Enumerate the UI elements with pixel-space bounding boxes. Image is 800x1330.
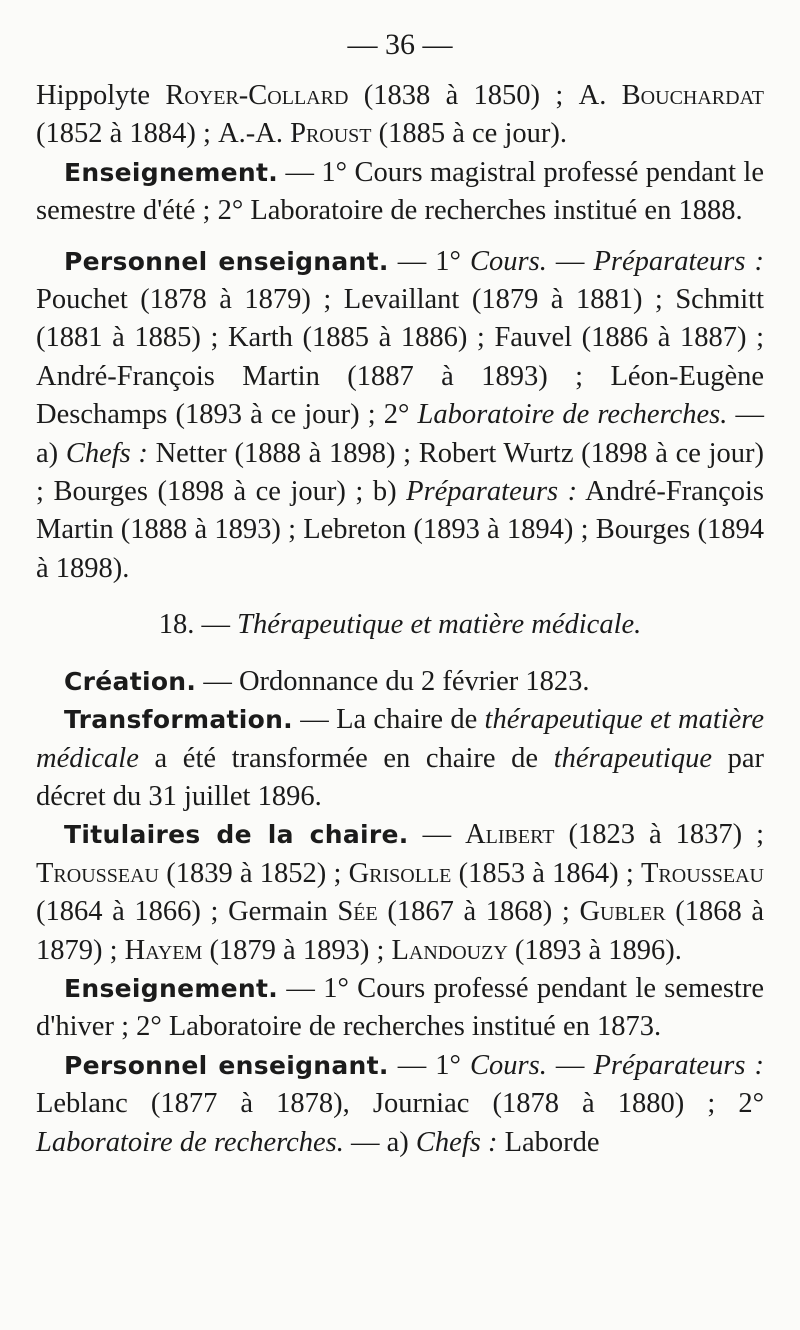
text-run: Hippolyte — [36, 80, 150, 111]
person-name: Royer-Collard — [165, 80, 349, 111]
text-run: (1867 à 1868) ; — [377, 896, 580, 928]
text-run: par décret du 31 juillet 1896. — [36, 742, 765, 812]
section-title-text: Thérapeutique et matière médicale. — [237, 609, 642, 641]
paragraph-personnel-2 — [36, 1047, 764, 1162]
section-heading: Transformation. — [64, 705, 293, 735]
text-run: — La chaire de — [292, 704, 485, 736]
body-text — [36, 77, 764, 1162]
italic-run: Cours. — [470, 245, 547, 277]
text-run: (1823 à 1837) ; — [554, 819, 764, 851]
text-run: — 1° Cours professé pendant le semestre d'hiver ; 2° Laboratoire de recherches institué en 1873. — [36, 972, 764, 1043]
person-name: A. Bouchardat — [578, 80, 765, 111]
text-run: (1879 à 1893) ; — [202, 934, 392, 966]
text-run: (1885 à ce jour). — [378, 118, 567, 150]
section-title — [36, 606, 764, 644]
text-run: — — [408, 819, 466, 851]
paragraph-creation — [36, 663, 764, 701]
text-run: (1853 à 1864) ; — [451, 857, 641, 889]
text-run: (1852 à 1884) ; — [36, 118, 211, 150]
text-run: — — [546, 245, 594, 277]
paragraph-personnel — [36, 243, 764, 589]
person-name: Hayem — [124, 934, 203, 966]
italic-run: Cours. — [470, 1049, 547, 1081]
person-name: Trousseau — [36, 857, 159, 889]
text-run: Leblanc (1877 à 1878), Journiac (1878 à 1880) ; 2° — [36, 1088, 764, 1120]
section-heading: Enseignement. — [64, 973, 279, 1003]
section-heading: Personnel enseignant. — [64, 246, 389, 276]
text-run: Pouchet (1878 à 1879) ; Levaillant (1879 à 1881) ; Schmitt (1881 à 1885) ; Karth (1885 à 1886) ; Fauvel (1886 à 1887) ; André-François Martin (1887 à 1893) ; Léon-Eugène Deschamps (1893 à ce jour) ; 2° — [36, 284, 764, 431]
text-run: — Ordonnance du 2 février 1823. — [196, 665, 590, 697]
text-run: (1839 à 1852) ; — [159, 857, 349, 889]
text-run: André-François Martin (1888 à 1893) ; Lebreton (1893 à 1894) ; Bourges (1894 à 1898). — [36, 476, 764, 584]
section-heading: Enseignement. — [64, 157, 279, 187]
person-name: Landouzy — [391, 934, 508, 966]
italic-run: Chefs : — [65, 437, 148, 469]
person-name: Grisolle — [348, 857, 452, 889]
italic-run: thérapeutique — [553, 742, 712, 774]
paragraph-titulaires — [36, 816, 764, 970]
italic-run: Préparateurs : — [593, 1049, 765, 1081]
person-name: Sée — [337, 896, 378, 928]
italic-run: Préparateurs : — [406, 476, 578, 508]
text-run: (1864 à 1866) ; Germain — [36, 896, 338, 928]
person-name: A.-A. Proust — [218, 118, 372, 150]
section-heading: Personnel enseignant. — [64, 1050, 389, 1080]
paragraph-enseignement-2 — [36, 970, 764, 1047]
text-run: — 1° — [388, 1049, 471, 1081]
paragraph-enseignement — [36, 154, 764, 231]
text-run: — a) — [36, 399, 764, 469]
paragraph-transformation — [36, 701, 764, 816]
paragraph-professors-list — [36, 77, 764, 154]
section-heading: Titulaires de la chaire. — [64, 820, 409, 850]
italic-run: Préparateurs : — [593, 245, 765, 277]
section-heading: Création. — [64, 666, 197, 696]
italic-run: Laboratoire de recherches. — [36, 1126, 344, 1158]
text-run: — 1° Cours magistral professé pendant le semestre d'été ; 2° Laboratoire de recherches institué en 1888. — [36, 156, 764, 227]
text-run: (1868 à 1879) ; — [36, 896, 764, 966]
text-run: — 1° — [388, 245, 471, 277]
text-run: Netter (1888 à 1898) ; Robert Wurtz (1898 à ce jour) ; Bourges (1898 à ce jour) ; b) — [36, 437, 765, 508]
person-name: Alibert — [465, 819, 555, 851]
person-name: Gubler — [579, 896, 666, 928]
italic-run: thérapeutique et matière médicale — [36, 704, 764, 774]
italic-run: Laboratoire de recherches. — [417, 399, 728, 431]
italic-run: Chefs : — [415, 1126, 498, 1158]
text-run: (1893 à 1896). — [507, 934, 682, 966]
text-run: — a) — [343, 1126, 416, 1158]
person-name: Trousseau — [641, 857, 764, 889]
text-run: (1838 à 1850) ; — [363, 80, 564, 111]
page-number: — 36 — — [347, 28, 453, 61]
text-run: — — [546, 1049, 594, 1081]
text-run: a été transformée en chaire de — [138, 742, 554, 774]
section-number: 18. — — [158, 609, 238, 641]
text-run: Laborde — [497, 1126, 600, 1158]
